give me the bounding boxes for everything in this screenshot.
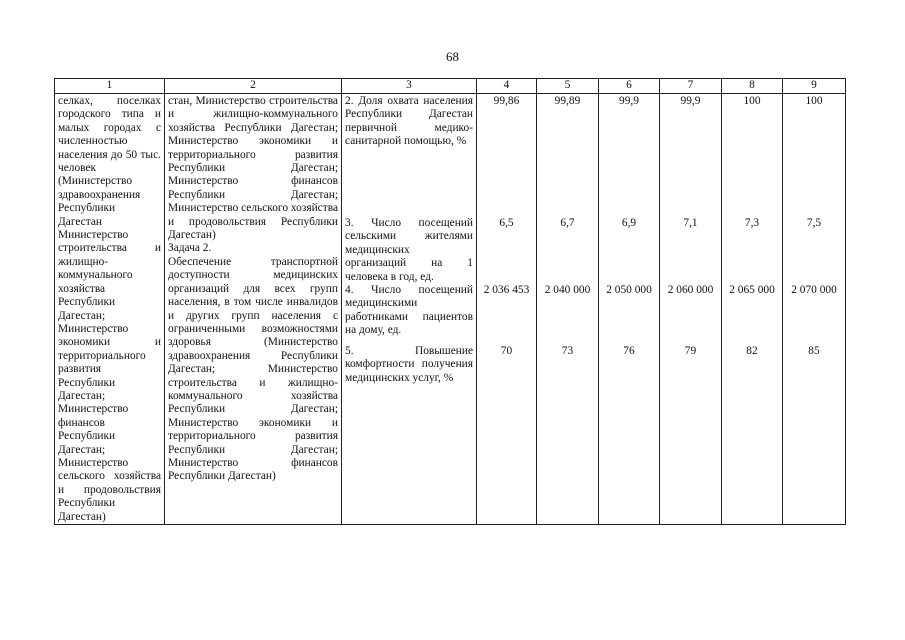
value-cell: 76: [623, 345, 635, 357]
value-cell: 99,9: [619, 95, 639, 107]
page-number: 68: [446, 49, 459, 64]
value-cell: 99,9: [680, 95, 701, 107]
program-cell: [55, 94, 165, 525]
indicator-name-5: 5. Повышение комфортности получения медицинских услуг, %: [345, 345, 473, 384]
value-cell: 7,3: [744, 217, 760, 229]
header-col-4: 4: [477, 79, 537, 94]
header-row: [55, 79, 846, 94]
value-col-7: [660, 94, 722, 525]
header-col-7: 7: [660, 79, 722, 94]
header-col-5: 5: [537, 79, 599, 94]
value-cell: 79: [684, 345, 697, 357]
value-cell: 2 036 453: [483, 284, 530, 296]
indicator-name-3: 3. Число посещений сельскими жителями медицинских организаций на 1 человека в год, ед.: [345, 217, 473, 283]
header-col-2: 2: [165, 79, 342, 94]
header-col-6: 6: [599, 79, 660, 94]
value-cell: 2 040 000: [544, 284, 591, 296]
header-col-1: 1: [55, 79, 165, 94]
header-col-8: 8: [722, 79, 783, 94]
value-cell: 6,7: [560, 217, 575, 229]
indicator-names-cell: [342, 94, 477, 525]
table-row: [55, 94, 846, 525]
indicator-name-4: 4. Число посещений медицинскими работниками пациентов на дому, ед.: [345, 284, 473, 337]
task-title: Задача 2.: [168, 242, 212, 255]
value-cell: 6,5: [499, 217, 514, 229]
value-cell: 2 050 000: [606, 284, 652, 296]
value-cell: 2 060 000: [667, 284, 714, 296]
value-cell: 99,89: [554, 95, 581, 107]
value-cell: 7,5: [806, 217, 822, 229]
value-col-8: [722, 94, 783, 525]
value-cell: 7,1: [683, 217, 698, 229]
header-col-3: 3: [342, 79, 477, 94]
program-table: [54, 78, 846, 525]
value-cell: 100: [743, 95, 761, 107]
value-col-6: [599, 94, 660, 525]
value-cell: 2 065 000: [729, 284, 775, 296]
task-text-1: стан, Министерство строительства и жилищно-коммунального хозяйства Республики Дагестан; Министерство экономики и территориального развития Республики Дагестан; Министерство финансов Республики Дагестан; Министерство сельского хозяйства и продовольствия Республики Дагестан): [168, 95, 338, 242]
task-cell: [165, 94, 342, 525]
value-cell: 70: [500, 345, 513, 357]
value-cell: 2 070 000: [791, 284, 837, 296]
value-cell: 85: [808, 345, 820, 357]
value-col-5: [537, 94, 599, 525]
value-col-9: [783, 94, 846, 525]
value-col-4: [477, 94, 537, 525]
value-cell: 100: [805, 95, 823, 107]
value-cell: 6,9: [621, 217, 637, 229]
value-cell: 82: [746, 345, 758, 357]
indicator-name-2: 2. Доля охвата населения Республики Дагестан первичной медико-санитарной помощью, %: [345, 95, 473, 148]
header-col-9: 9: [783, 79, 846, 94]
program-text: селках, поселках городского типа и малых городах с численностью населения до 50 тыс. человек (Министерство здравоохранения Республики Дагестан Министерство строительства и жилищно-коммунального хозяйства Республики Дагестан; Министерство экономики и территориального развития Республики Дагестан; Министерство финансов Республики Дагестан; Министерство сельского хозяйства и продовольствия Республики Дагестан): [58, 95, 161, 523]
value-cell: 99,86: [493, 95, 520, 107]
task-text-2: Обеспечение транспортной доступности медицинских организаций для всех групп населения, в том числе инвалидов и других групп населения с ограниченными возможностями здоровья (Министерство здравоохранения Республики Дагестан; Министерство строительства и жилищно-коммунального хозяйства Республики Дагестан; Министерство экономики и территориального развития Республики Дагестан; Министерство финансов Республики Дагестан): [168, 255, 338, 483]
value-cell: 73: [561, 345, 574, 357]
